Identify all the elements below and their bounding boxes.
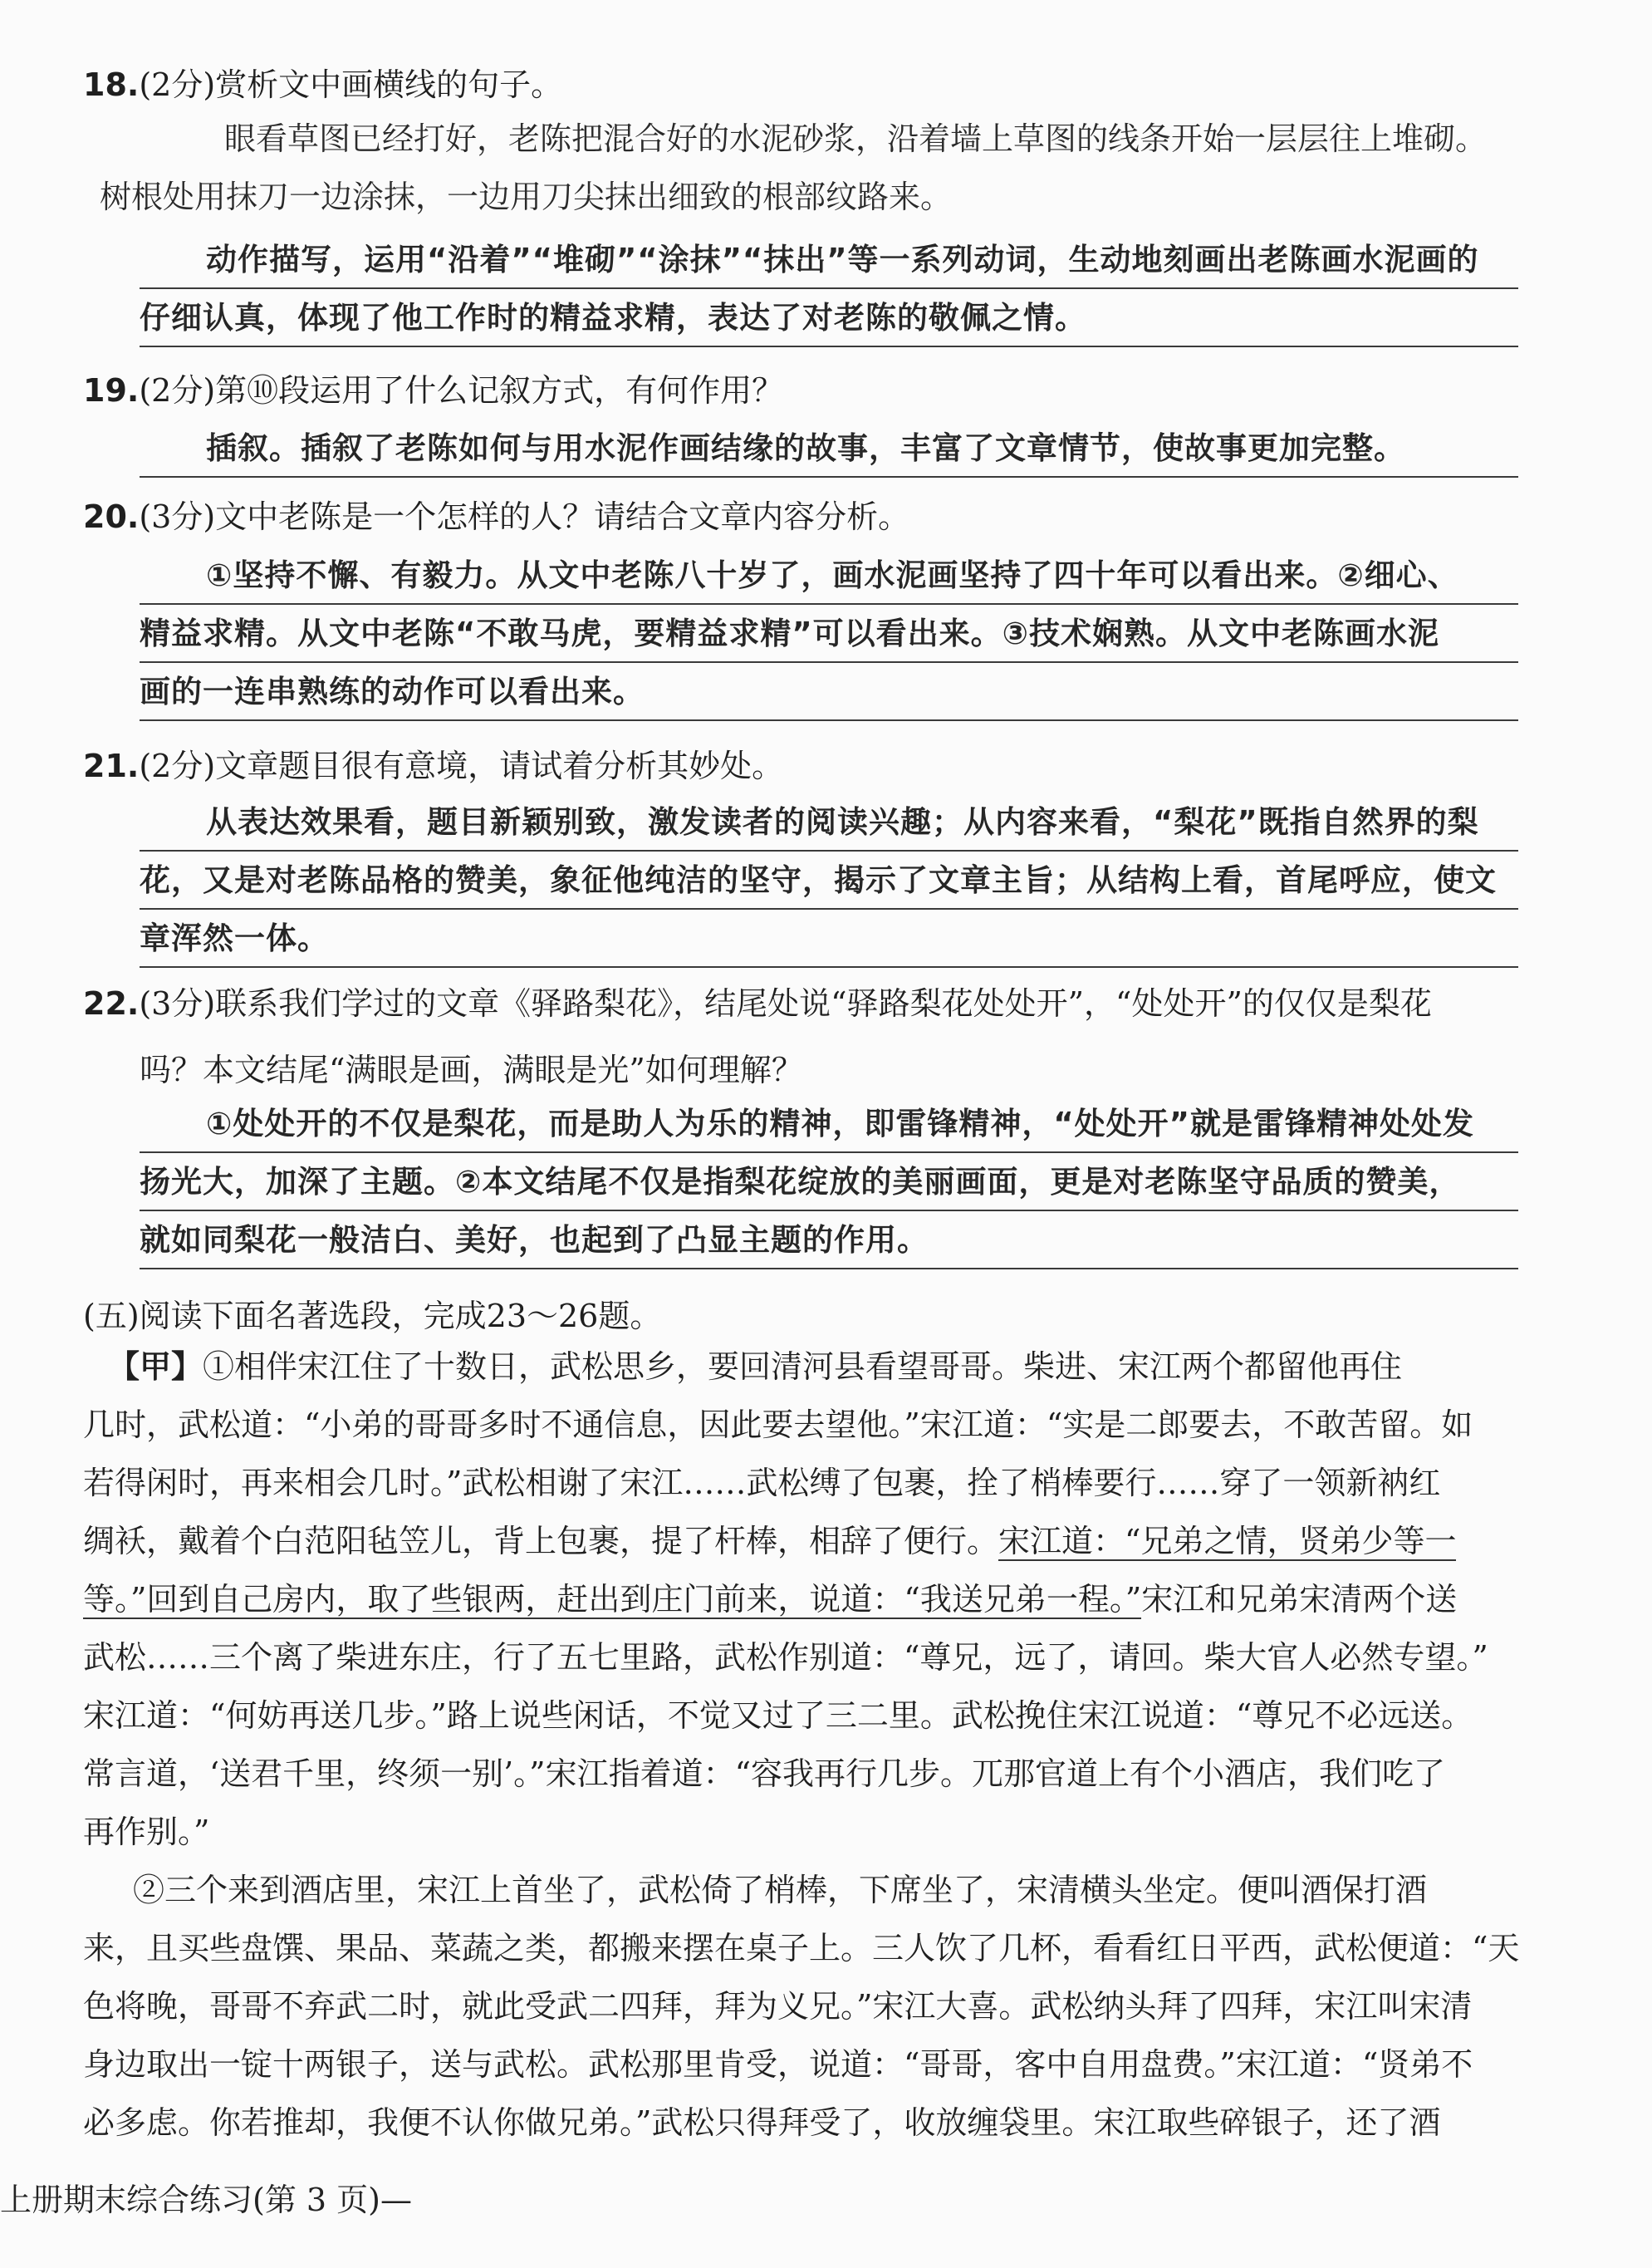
answer-line: 章浑然一体。	[140, 910, 1518, 968]
passage-label: 【甲】	[108, 1348, 203, 1385]
passage-line: ②三个来到酒店里，宋江上首坐了，武松倚了梢棒，下席坐了，宋清横头坐定。便叫酒保打酒	[133, 1872, 1428, 1908]
passage-line: 色将晚，哥哥不弃武二时，就此受武二四拜，拜为义兄。”宋江大喜。武松纳头拜了四拜，宋江叫宋清	[83, 1988, 1473, 2025]
question-21	[83, 741, 1528, 791]
passage-line: 再作别。”	[83, 1814, 210, 1850]
answer-22	[140, 1095, 1518, 1269]
passage-line: 武松……三个离了柴进东庄，行了五七里路，武松作别道：“尊兄，远了，请回。柴大官人必然专望。”	[83, 1639, 1488, 1676]
question-number: 20.	[83, 498, 140, 535]
answer-19	[140, 420, 1518, 478]
quote-line: 树根处用抹刀一边涂抹，一边用刀尖抹出细致的根部纹路来。	[100, 179, 953, 215]
answer-line: 插叙。插叙了老陈如何与用水泥作画结缘的故事，丰富了文章情节，使故事更加完整。	[140, 420, 1518, 478]
passage-line: 宋江和兄弟宋清两个送	[1141, 1581, 1458, 1618]
question-number: 18.	[83, 66, 140, 103]
section-title: (五)阅读下面名著选段，完成23～26题。	[83, 1298, 662, 1334]
answer-line: 画的一连串熟练的动作可以看出来。	[140, 663, 1518, 721]
answer-line: ①坚持不懈、有毅力。从文中老陈八十岁了，画水泥画坚持了四十年可以看出来。②细心、	[140, 547, 1518, 605]
question-22-continued	[140, 1045, 1585, 1095]
passage-line: ①相伴宋江住了十数日，武松思乡，要回清河县看望哥哥。柴进、宋江两个都留他再住	[203, 1348, 1403, 1385]
quoted-sentence	[100, 110, 1528, 226]
answer-line: 花，又是对老陈品格的赞美，象征他纯洁的坚守，揭示了文章主旨；从结构上看，首尾呼应，使文	[140, 852, 1518, 910]
answer-line: 就如同梨花一般洁白、美好，也起到了凸显主题的作用。	[140, 1211, 1518, 1269]
question-text: (3分)联系我们学过的文章《驿路梨花》，结尾处说“驿路梨花处处开”，“处处开”的仅仅是梨花	[139, 985, 1432, 1022]
question-number: 22.	[83, 985, 140, 1022]
question-22	[83, 979, 1528, 1028]
answer-line: 精益求精。从文中老陈“不敢马虎，要精益求精”可以看出来。③技术娴熟。从文中老陈画水泥	[140, 605, 1518, 663]
question-text: (2分)赏析文中画横线的句子。	[139, 66, 563, 103]
question-number: 21.	[83, 748, 140, 784]
question-20	[83, 492, 1528, 542]
passage-line: 宋江道：“何妨再送几步。”路上说些闲话，不觉又过了三二里。武松挽住宋江说道：“尊兄不必远送。	[83, 1697, 1473, 1734]
passage-line: 身边取出一锭十两银子，送与武松。武松那里肯受，说道：“哥哥，客中自用盘费。”宋江道：“贤弟不	[83, 2046, 1473, 2083]
reading-passage	[83, 1338, 1537, 2152]
answer-18	[140, 231, 1518, 347]
answer-line: 从表达效果看，题目新颖别致，激发读者的阅读兴趣；从内容来看，“梨花”既指自然界的梨	[140, 793, 1518, 852]
passage-line: 常言道，‘送君千里，终须一别’。”宋江指着道：“容我再行几步。兀那官道上有个小酒店，我们吃了	[83, 1755, 1446, 1792]
question-text: (2分)文章题目很有意境，请试着分析其妙处。	[139, 748, 784, 784]
passage-line: 来，且买些盘馔、果品、菜蔬之类，都搬来摆在桌子上。三人饮了几杯，看看红日平西，武松便道：“天	[83, 1930, 1520, 1966]
question-19	[83, 366, 1528, 415]
passage-line: 必多虑。你若推却，我便不认你做兄弟。”武松只得拜受了，收放缠袋里。宋江取些碎银子，还了酒	[83, 2104, 1441, 2141]
question-number: 19.	[83, 372, 140, 409]
question-text: (3分)文中老陈是一个怎样的人？请结合文章内容分析。	[139, 498, 910, 535]
question-text: 吗？本文结尾“满眼是画，满眼是光”如何理解？	[140, 1052, 803, 1088]
page-footer: 上册期末综合练习(第 3 页)—	[0, 2182, 412, 2218]
question-text: (2分)第⑩段运用了什么记叙方式，有何作用？	[139, 372, 784, 409]
passage-line: 若得闲时，再来相会几时。”武松相谢了宋江……武松缚了包裹，拴了梢棒要行……穿了一领新衲红	[83, 1465, 1441, 1501]
question-18	[83, 60, 1528, 110]
answer-line: 扬光大，加深了主题。②本文结尾不仅是指梨花绽放的美丽画面，更是对老陈坚守品质的赞美，	[140, 1153, 1518, 1211]
answer-line: ①处处开的不仅是梨花，而是助人为乐的精神，即雷锋精神，“处处开”就是雷锋精神处处发	[140, 1095, 1518, 1153]
answer-line: 仔细认真，体现了他工作时的精益求精，表达了对老陈的敬佩之情。	[140, 289, 1518, 347]
underlined-text: 宋江道：“兄弟之情，贤弟少等一	[998, 1523, 1457, 1559]
answer-line: 动作描写，运用“沿着”“堆砌”“涂抹”“抹出”等一系列动词，生动地刻画出老陈画水泥画的	[140, 231, 1518, 289]
underlined-text: 等。”回到自己房内，取了些银两，赶出到庄门前来，说道：“我送兄弟一程。”	[83, 1581, 1142, 1618]
answer-20	[140, 547, 1518, 721]
passage-line: 绸袄，戴着个白范阳毡笠儿，背上包裹，提了杆棒，相辞了便行。	[83, 1523, 999, 1559]
answer-21	[140, 793, 1518, 968]
passage-line: 几时，武松道：“小弟的哥哥多时不通信息，因此要去望他。”宋江道：“实是二郎要去，不敢苦留。如	[83, 1406, 1473, 1443]
quote-line: 眼看草图已经打好，老陈把混合好的水泥砂浆，沿着墙上草图的线条开始一层层往上堆砌。	[224, 120, 1488, 157]
